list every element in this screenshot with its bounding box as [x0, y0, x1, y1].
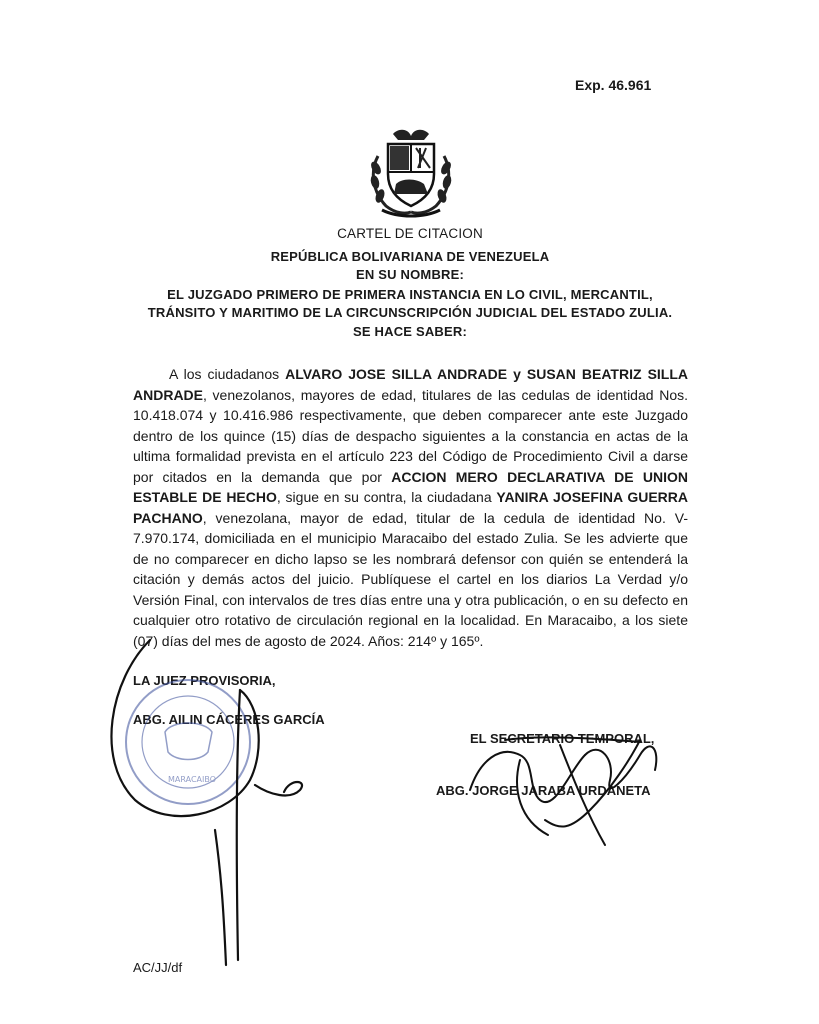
body-part-2: , venezolanos, mayores de edad, titulares de las cedulas de identidad Nos. 10.418.074 y 10.416.986 respectivamente, que deben comparecer ante este Juzgado dentro de los quince (15) días de despacho siguientes a la constancia en actas de la ultima formalidad prevista en el artículo 223 del Código de Procedimiento Civil a darse por citados en la demanda que por	[133, 386, 688, 485]
republic-heading: REPÚBLICA BOLIVARIANA DE VENEZUELA	[270, 249, 550, 264]
court-heading-line2: TRÁNSITO Y MARITIMO DE LA CIRCUNSCRIPCIÓN JUDICIAL DEL ESTADO ZULIA.	[147, 305, 673, 320]
court-heading-line1: EL JUZGADO PRIMERO DE PRIMERA INSTANCIA EN LO CIVIL, MERCANTIL,	[167, 287, 653, 302]
secretary-title: EL SECRETARIO TEMPORAL,	[470, 731, 655, 746]
notice-heading: SE HACE SABER:	[352, 324, 468, 339]
citation-body	[133, 364, 688, 651]
action-type: ACCION MERO DECLARATIVA DE UNION ESTABLE DE HECHO	[133, 468, 688, 505]
typist-initials: AC/JJ/df	[133, 960, 183, 975]
body-part-4: , venezolana, mayor de edad, titular de la cedula de identidad No. V- 7.970.174, domiciliada en el municipio Maracaibo del estado Zulia. Se les advierte que de no comparecer en dicho lapso se les nombrará defensor con quién se entenderá la citación y demás actos del juicio. Publíquese el cartel en los diarios La Verdad y/o Versión Final, con intervalos de tres días entre una y otra publicación, o en su defecto en cualquier otro rotativo de circulación regional en la localidad. En Maracaibo, a los siete (07) días del mes de agosto de 2024. Años: 214º y 165º.	[133, 509, 688, 649]
judge-title: LA JUEZ PROVISORIA,	[133, 673, 276, 688]
document-title: CARTEL DE CITACION	[337, 226, 483, 241]
body-part-3: , sigue en su contra, la ciudadana	[276, 489, 497, 505]
plaintiff-name: YANIRA JOSEFINA GUERRA PACHANO	[133, 489, 688, 526]
coat-of-arms-seal	[368, 126, 454, 218]
stamp-text: MARACAIBO	[168, 775, 217, 784]
cited-names: ALVARO JOSE SILLA ANDRADE y SUSAN BEATRIZ SILLA ANDRADE	[133, 366, 689, 403]
body-part-1: A los ciudadanos	[169, 366, 286, 382]
judge-name: ABG. AILIN CÁCERES GARCÍA	[133, 712, 325, 727]
case-number: Exp. 46.961	[575, 77, 652, 93]
judge-signature	[111, 640, 302, 965]
on-behalf-heading: EN SU NOMBRE:	[355, 267, 465, 282]
court-stamp	[126, 680, 250, 804]
secretary-name: ABG. JORGE JARABA URDANETA	[436, 783, 651, 798]
